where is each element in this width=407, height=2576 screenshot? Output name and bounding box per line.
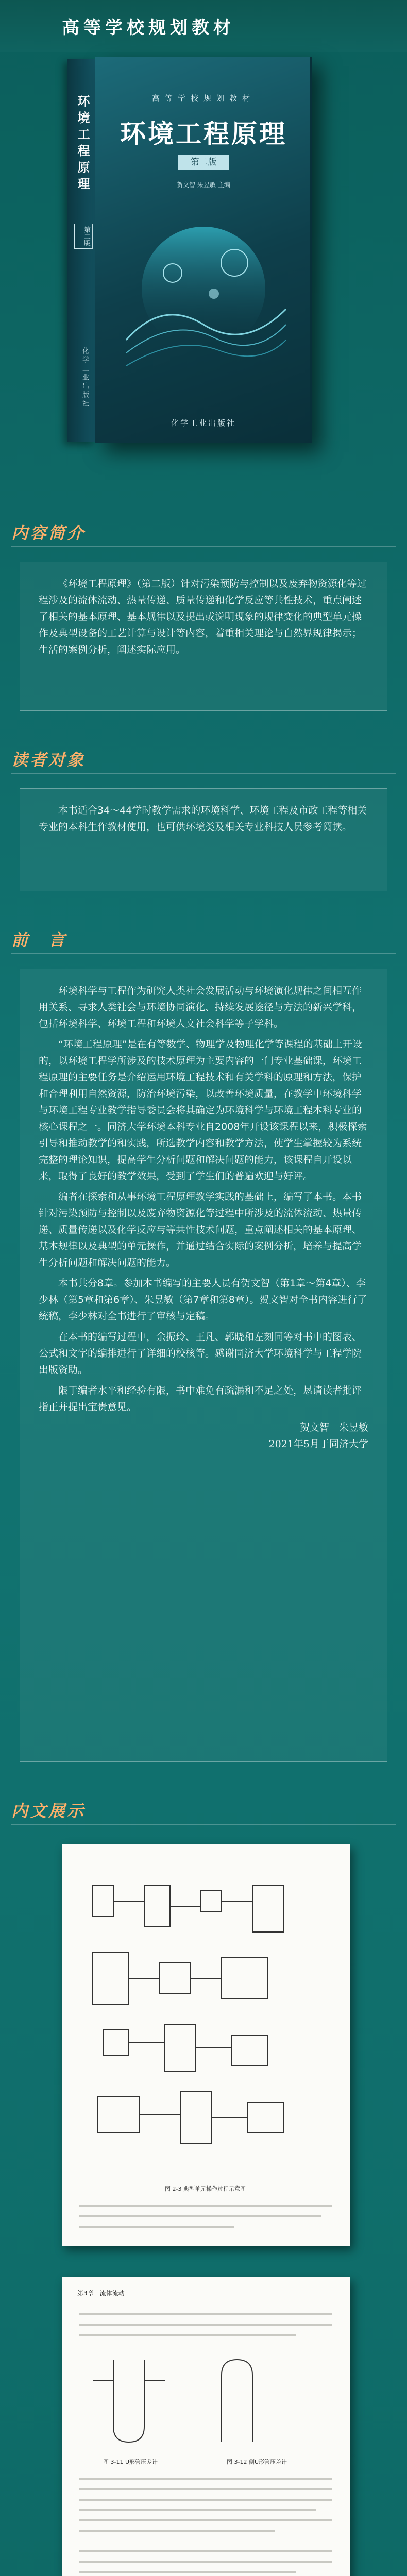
section-title-intro: 内容简介 [11,523,86,543]
text-line [79,2530,275,2532]
spine-edition: 第二版 [74,224,93,249]
spine-publisher: 化学工业出版社 [81,347,89,409]
preface-paragraph: “环境工程原理”是在有等数学、物理学及物理化学等课程的基础上开设的，以环境工程学所涉及的技术原理为主要内容的一门专业基础课，环境工程原理的主要任务是介绍运用环境工程技术和有关学科的原理和方法，保护和合理利用自然资源，防治环境污染，以改善环境质量，在教学中环境科学与环境工程专业教学指导委员会将其确定为环境科学与环境工程本科专业的核心课程之一。同济大学环境本科专业自2008年开设该课程以来，积极探索引导和推动教学的和实践，所选教学内容和教学方法，使学生掌握较为系统完整的理论知识，提高学生分析问题和解决问题的能力，该课程自开设以来，取得了良好的教学效果，受到了学生们的普遍欢迎与好评。 [39,1039,367,1182]
book-spine [67,59,95,442]
preface-signature-authors: 贺文智 朱昱敏 [299,1422,368,1433]
sample-page-2 [62,2277,350,2576]
text-line [79,2478,332,2480]
section-title-audience: 读者对象 [11,750,86,770]
preface-paragraph: 编者在探索和从事环境工程原理教学实践的基础上，编写了本书。本书针对污染预防与控制以及废弃物资源化等过程中所涉及的流体流动、热量传递、质量传递以及化学反应与等共性技术问题，重点阐述相关的基本原理、基本规律以及典型的单元操作，并通过结合实际的案例分析，培养与提高学生分析问题和解决问题的能力。 [39,1191,362,1268]
text-line [79,2215,321,2217]
cover-illustration [116,211,291,397]
text-line [79,2499,332,2501]
text-line [79,2550,332,2552]
preface-signature-date: 2021年5月于同济大学 [268,1438,368,1450]
sample-page-1 [62,1844,350,2246]
preface-box [20,969,387,1762]
cover-publisher: 化学工业出版社 [171,418,236,428]
preface-paragraph: 在本书的编写过程中，余振玲、王凡、郭晓和左刻同等对书中的图表、公式和文字的编排进行了详细的校核等。感谢同济大学环境科学与工程学院出版资助。 [39,1331,362,1376]
divider [11,546,396,547]
audience-paragraph: 本书适合34～44学时教学需求的环境科学、环境工程及市政工程等相关专业的本科生作教材使用，也可供环境类及相关专业科技人员参考阅读。 [39,805,367,833]
section-title-samples: 内文展示 [11,1801,86,1821]
cover-edition: 第二版 [178,155,229,170]
sample-caption: 图 3-12 倒U形管压差计 [227,2459,287,2465]
intro-box [20,562,387,711]
text-line [79,2334,296,2336]
preface-paragraph: 限于编者水平和经验有限，书中难免有疏漏和不足之处，恳请读者批评指正并提出宝贵意见。 [39,1385,362,1413]
text-line [79,2509,316,2511]
header-bar [0,0,407,52]
cover-title: 环境工程原理 [120,119,287,149]
text-line [79,2488,332,2490]
text-line [79,2571,296,2573]
sample-figure-1 [82,1875,330,2174]
intro-paragraph: 《环境工程原理》（第二版）针对污染预防与控制以及废弃物资源化等过程涉及的流体流动、热量传递、质量传递和化学反应等共性技术，重点阐述了相关的基本原理、基本规律以及提出或说明现象的规律变化的典型单元操作及典型设备的工艺计算与设计等内容，着重相关理论与自然界规律揭示；生活的案例分析，阐述实际应用。 [39,578,367,655]
spine-title: 环境工程原理 [75,95,90,194]
divider [11,953,396,954]
sample-figure-2 [93,2349,319,2452]
cover-series: 高等学校规划教材 [151,94,255,103]
header-title: 高等学校规划教材 [62,17,235,38]
text-line [79,2519,332,2521]
book-cover [95,57,312,443]
text-line [79,2324,332,2326]
sample-runhead: 第3章 流体流动 [77,2290,125,2297]
sample-caption: 图 2-3 典型单元操作过程示意图 [165,2185,246,2192]
book-cover-area [0,52,407,495]
text-line [79,2313,332,2315]
divider [11,773,396,774]
cover-authors: 贺文智 朱昱敏 主编 [177,181,230,189]
text-line [79,2561,332,2563]
text-line [79,2226,234,2228]
preface-paragraph: 环境科学与工程作为研究人类社会发展活动与环境演化规律之间相互作用关系、寻求人类社会与环境协同演化、持续发展途径与方法的新兴学科，包括环境科学、环境工程和环境人文社会科学等子学科。 [39,985,362,1029]
section-title-preface: 前 言 [11,930,67,950]
divider [11,1824,396,1825]
sample-caption: 图 3-11 U形管压差计 [103,2459,158,2465]
audience-box [20,788,387,891]
text-line [79,2205,332,2207]
preface-paragraph: 本书共分8章。参加本书编写的主要人员有贺文智（第1章～第4章）、李少林（第5章和第6章）、朱昱敏（第7章和第8章）。贺文智对全书内容进行了统稿，李少林对全书进行了审核与定稿。 [39,1278,367,1322]
